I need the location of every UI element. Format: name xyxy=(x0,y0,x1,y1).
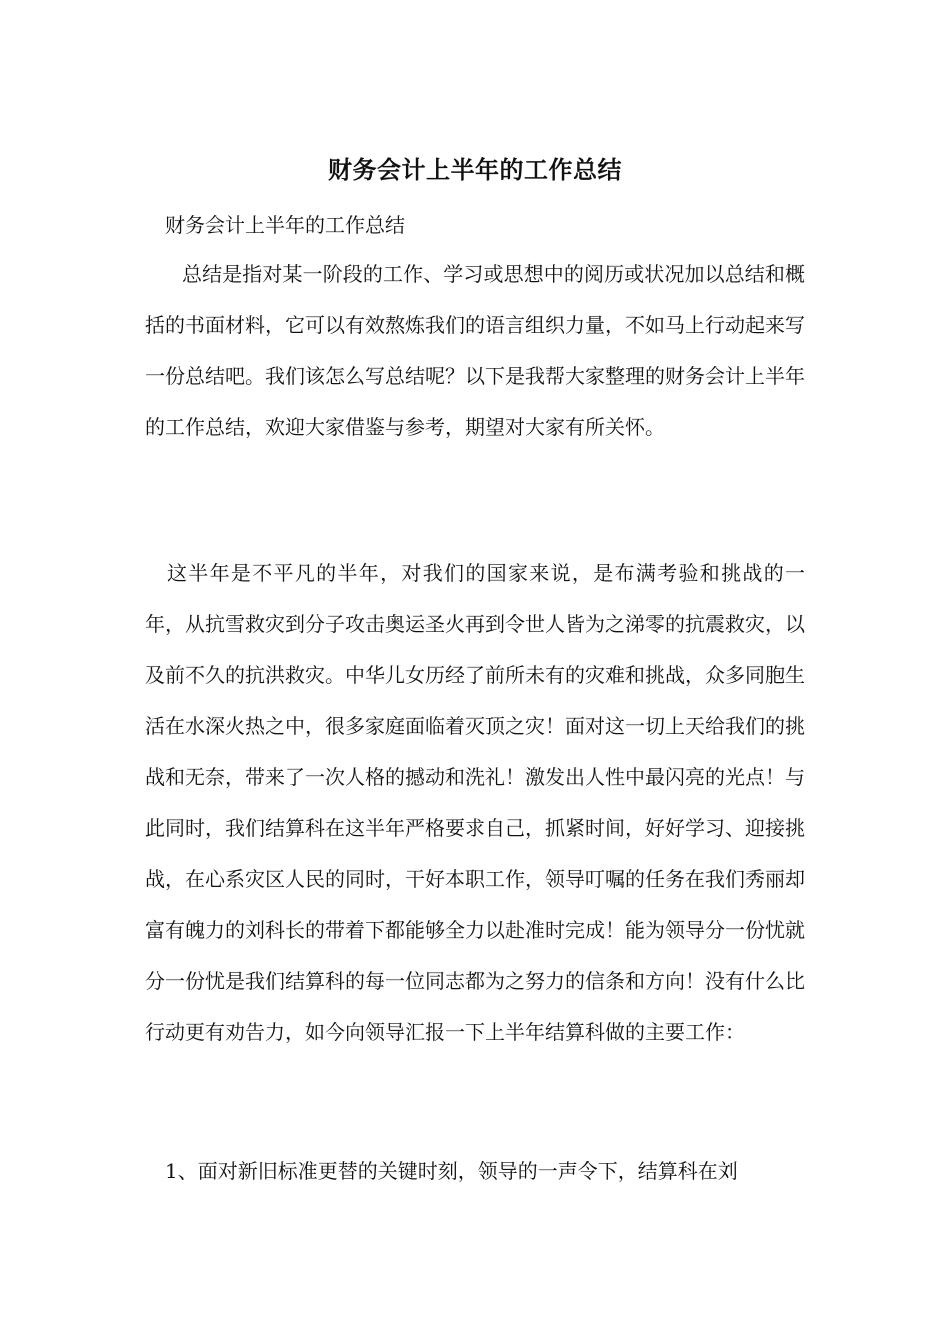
document-subtitle: 财务会计上半年的工作总结 xyxy=(165,213,405,237)
body-paragraph: 这半年是不平凡的半年，对我们的国家来说，是布满考验和挑战的一年，从抗雪救灾到分子攻击奥运圣火再到令世人皆为之涕零的抗震救灾，以及前不久的抗洪救灾。中华儿女历经了前所未有的灾难和挑战，众多同胞生活在水深火热之中，很多家庭面临着灭顶之灾！面对这一切上天给我们的挑战和无奈，带来了一次人格的撼动和洗礼！激发出人性中最闪亮的光点！与此同时，我们结算科在这半年严格要求自己，抓紧时间，好好学习、迎接挑战，在心系灾区人民的同时，干好本职工作，领导叮嘱的任务在我们秀丽却富有魄力的刘科长的带着下都能够全力以赴准时完成！能为领导分一份忧就分一份忧是我们结算科的每一位同志都为之努力的信条和方向！没有什么比行动更有劝告力，如今向领导汇报一下上半年结算科做的主要工作： xyxy=(145,561,805,1044)
document-title: 财务会计上半年的工作总结 xyxy=(328,155,622,184)
intro-paragraph: 总结是指对某一阶段的工作、学习或思想中的阅历或状况加以总结和概括的书面材料，它可以有效熬炼我们的语言组织力量，不如马上行动起来写一份总结吧。我们该怎么写总结呢？以下是我帮大家整理的财务会计上半年的工作总结，欢迎大家借鉴与参考，期望对大家有所关怀。 xyxy=(145,262,805,439)
list-item-1: 1、面对新旧标准更替的关键时刻，领导的一声令下，结算科在刘 xyxy=(165,1159,738,1183)
